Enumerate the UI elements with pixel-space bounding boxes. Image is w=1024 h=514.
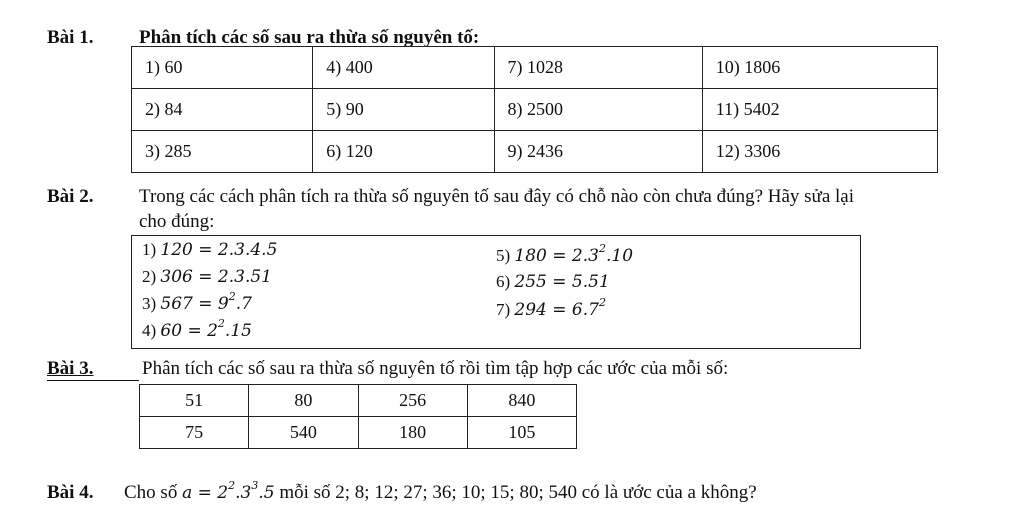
item-expression: $294 = 6.7^2$	[514, 296, 606, 320]
item-1	[142, 240, 277, 260]
table-cell: 4) 400	[313, 47, 494, 89]
bai4-text-post: mỗi số 2; 8; 12; 27; 36; 10; 15; 80; 540 có là ước của a không?	[279, 482, 757, 503]
bai2-text-line1: Trong các cách phân tích ra thừa số nguyên tố sau đây có chỗ nào còn chưa đúng? Hãy sửa lại	[139, 186, 855, 207]
item-expression: $60 = 2^2.15$	[160, 317, 252, 341]
bai4-text-pre: Cho số	[124, 482, 178, 503]
table-cell: 105	[467, 417, 576, 449]
table-row	[140, 385, 577, 417]
table-row	[140, 417, 577, 449]
item-expression: 120 = 2.3.4.5	[160, 240, 278, 260]
table-cell: 5) 90	[313, 89, 494, 131]
bai2-label: Bài 2.	[47, 186, 94, 207]
bai3-title: Phân tích các số sau ra thừa số nguyên tố rồi tìm tập hợp các ước của mỗi số:	[142, 358, 729, 379]
table-cell: 11) 5402	[702, 89, 937, 131]
table-cell: 9) 2436	[494, 131, 702, 173]
item-expression: $180 = 2.3^2.10$	[514, 242, 634, 266]
table-row	[132, 47, 938, 89]
item-6	[496, 272, 610, 292]
table-row	[132, 131, 938, 173]
bai3-table	[139, 384, 577, 449]
item-4	[142, 317, 252, 341]
table-cell: 1) 60	[132, 47, 313, 89]
item-expression: 306 = 2.3.51	[160, 267, 272, 287]
bai1-label: Bài 1.	[47, 27, 94, 48]
item-number: 3)	[142, 294, 157, 313]
table-cell: 256	[358, 385, 467, 417]
table-cell: 6) 120	[313, 131, 494, 173]
table-cell: 12) 3306	[702, 131, 937, 173]
item-number: 1)	[142, 240, 157, 259]
bai2-box	[131, 235, 861, 349]
item-7	[496, 296, 606, 320]
bai1-table	[131, 46, 938, 173]
item-expression: $567 = 9^2.7$	[160, 290, 252, 314]
item-5	[496, 242, 634, 266]
bai4-label: Bài 4.	[47, 482, 94, 503]
table-cell: 80	[249, 385, 358, 417]
item-number: 7)	[496, 300, 511, 319]
table-cell: 840	[467, 385, 576, 417]
table-cell: 540	[249, 417, 358, 449]
item-number: 4)	[142, 321, 157, 340]
table-cell: 3) 285	[132, 131, 313, 173]
table-cell: 8) 2500	[494, 89, 702, 131]
item-2	[142, 267, 272, 287]
item-expression: 255 = 5.51	[514, 272, 610, 292]
table-row	[132, 89, 938, 131]
item-number: 5)	[496, 246, 511, 265]
bai2-text-line2: cho đúng:	[139, 211, 215, 232]
table-cell: 75	[140, 417, 249, 449]
bai1-title: Phân tích các số sau ra thừa số nguyên tố:	[139, 27, 480, 48]
bai4-text	[124, 479, 757, 504]
table-cell: 51	[140, 385, 249, 417]
table-cell: 180	[358, 417, 467, 449]
table-cell: 10) 1806	[702, 47, 937, 89]
item-number: 6)	[496, 272, 511, 291]
item-number: 2)	[142, 267, 157, 286]
bai3-label: Bài 3.	[47, 358, 94, 379]
table-cell: 7) 1028	[494, 47, 702, 89]
bai4-expression: $a = 2^2.3^3.5$	[182, 479, 275, 503]
item-3	[142, 290, 252, 314]
table-cell: 2) 84	[132, 89, 313, 131]
bai3-underline	[47, 380, 139, 381]
